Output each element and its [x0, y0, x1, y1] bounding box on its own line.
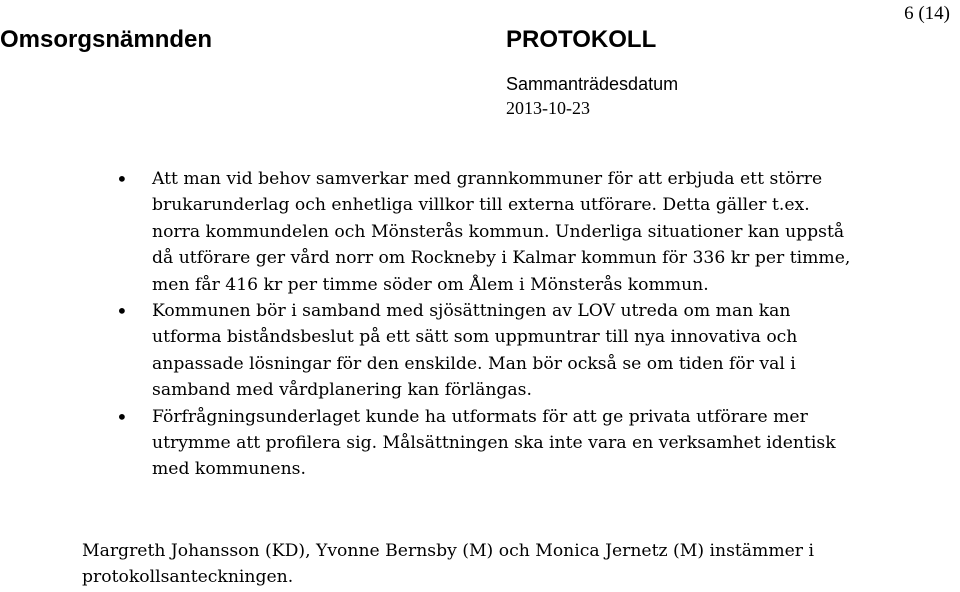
list-item: [116, 404, 852, 483]
bullet-icon: •: [116, 167, 128, 191]
meeting-date: 2013-10-23: [506, 98, 590, 118]
list-item-text: Kommunen bör i samband med sjösättningen av LOV utreda om man kan utforma biståndsbeslut på ett sätt som uppmuntrar till nya innovativa och anpassade lösningar för den enskilde. Man bör också se om tiden för val i samband med vårdplanering kan förlängas.: [152, 301, 798, 401]
bullet-icon: •: [116, 299, 128, 324]
organization-name: Omsorgsnämnden: [0, 26, 213, 53]
list-item-text: Att man vid behov samverkar med grannkommuner för att erbjuda ett större brukarunderlag och enhetliga villkor till externa utförare. Detta gäller t.ex. norra kommundelen och Mönsterås kommun. Underliga situationer kan uppstå då utförare ger vård norr om Rockneby i Kalmar kommun för 336 kr per timme, men får 416 kr per timme söder om Ålem i Mönsterås kommun.: [152, 169, 851, 295]
list-item: [116, 298, 852, 404]
meeting-date-label: Sammanträdesdatum: [506, 74, 679, 94]
bullet-icon: •: [116, 404, 128, 429]
closing-statement: Margreth Johansson (KD), Yvonne Bernsby (M) och Monica Jernetz (M) instämmer i protokollsanteckningen.: [82, 541, 814, 588]
bullet-list: [116, 166, 852, 483]
list-item: [116, 166, 852, 298]
page-number: 6 (14): [904, 3, 950, 24]
document-title: PROTOKOLL: [506, 26, 657, 53]
list-item-text: Förfrågningsunderlaget kunde ha utformats för att ge privata utförare mer utrymme att profilera sig. Målsättningen ska inte vara en verksamhet identisk med kommunens.: [152, 406, 836, 480]
